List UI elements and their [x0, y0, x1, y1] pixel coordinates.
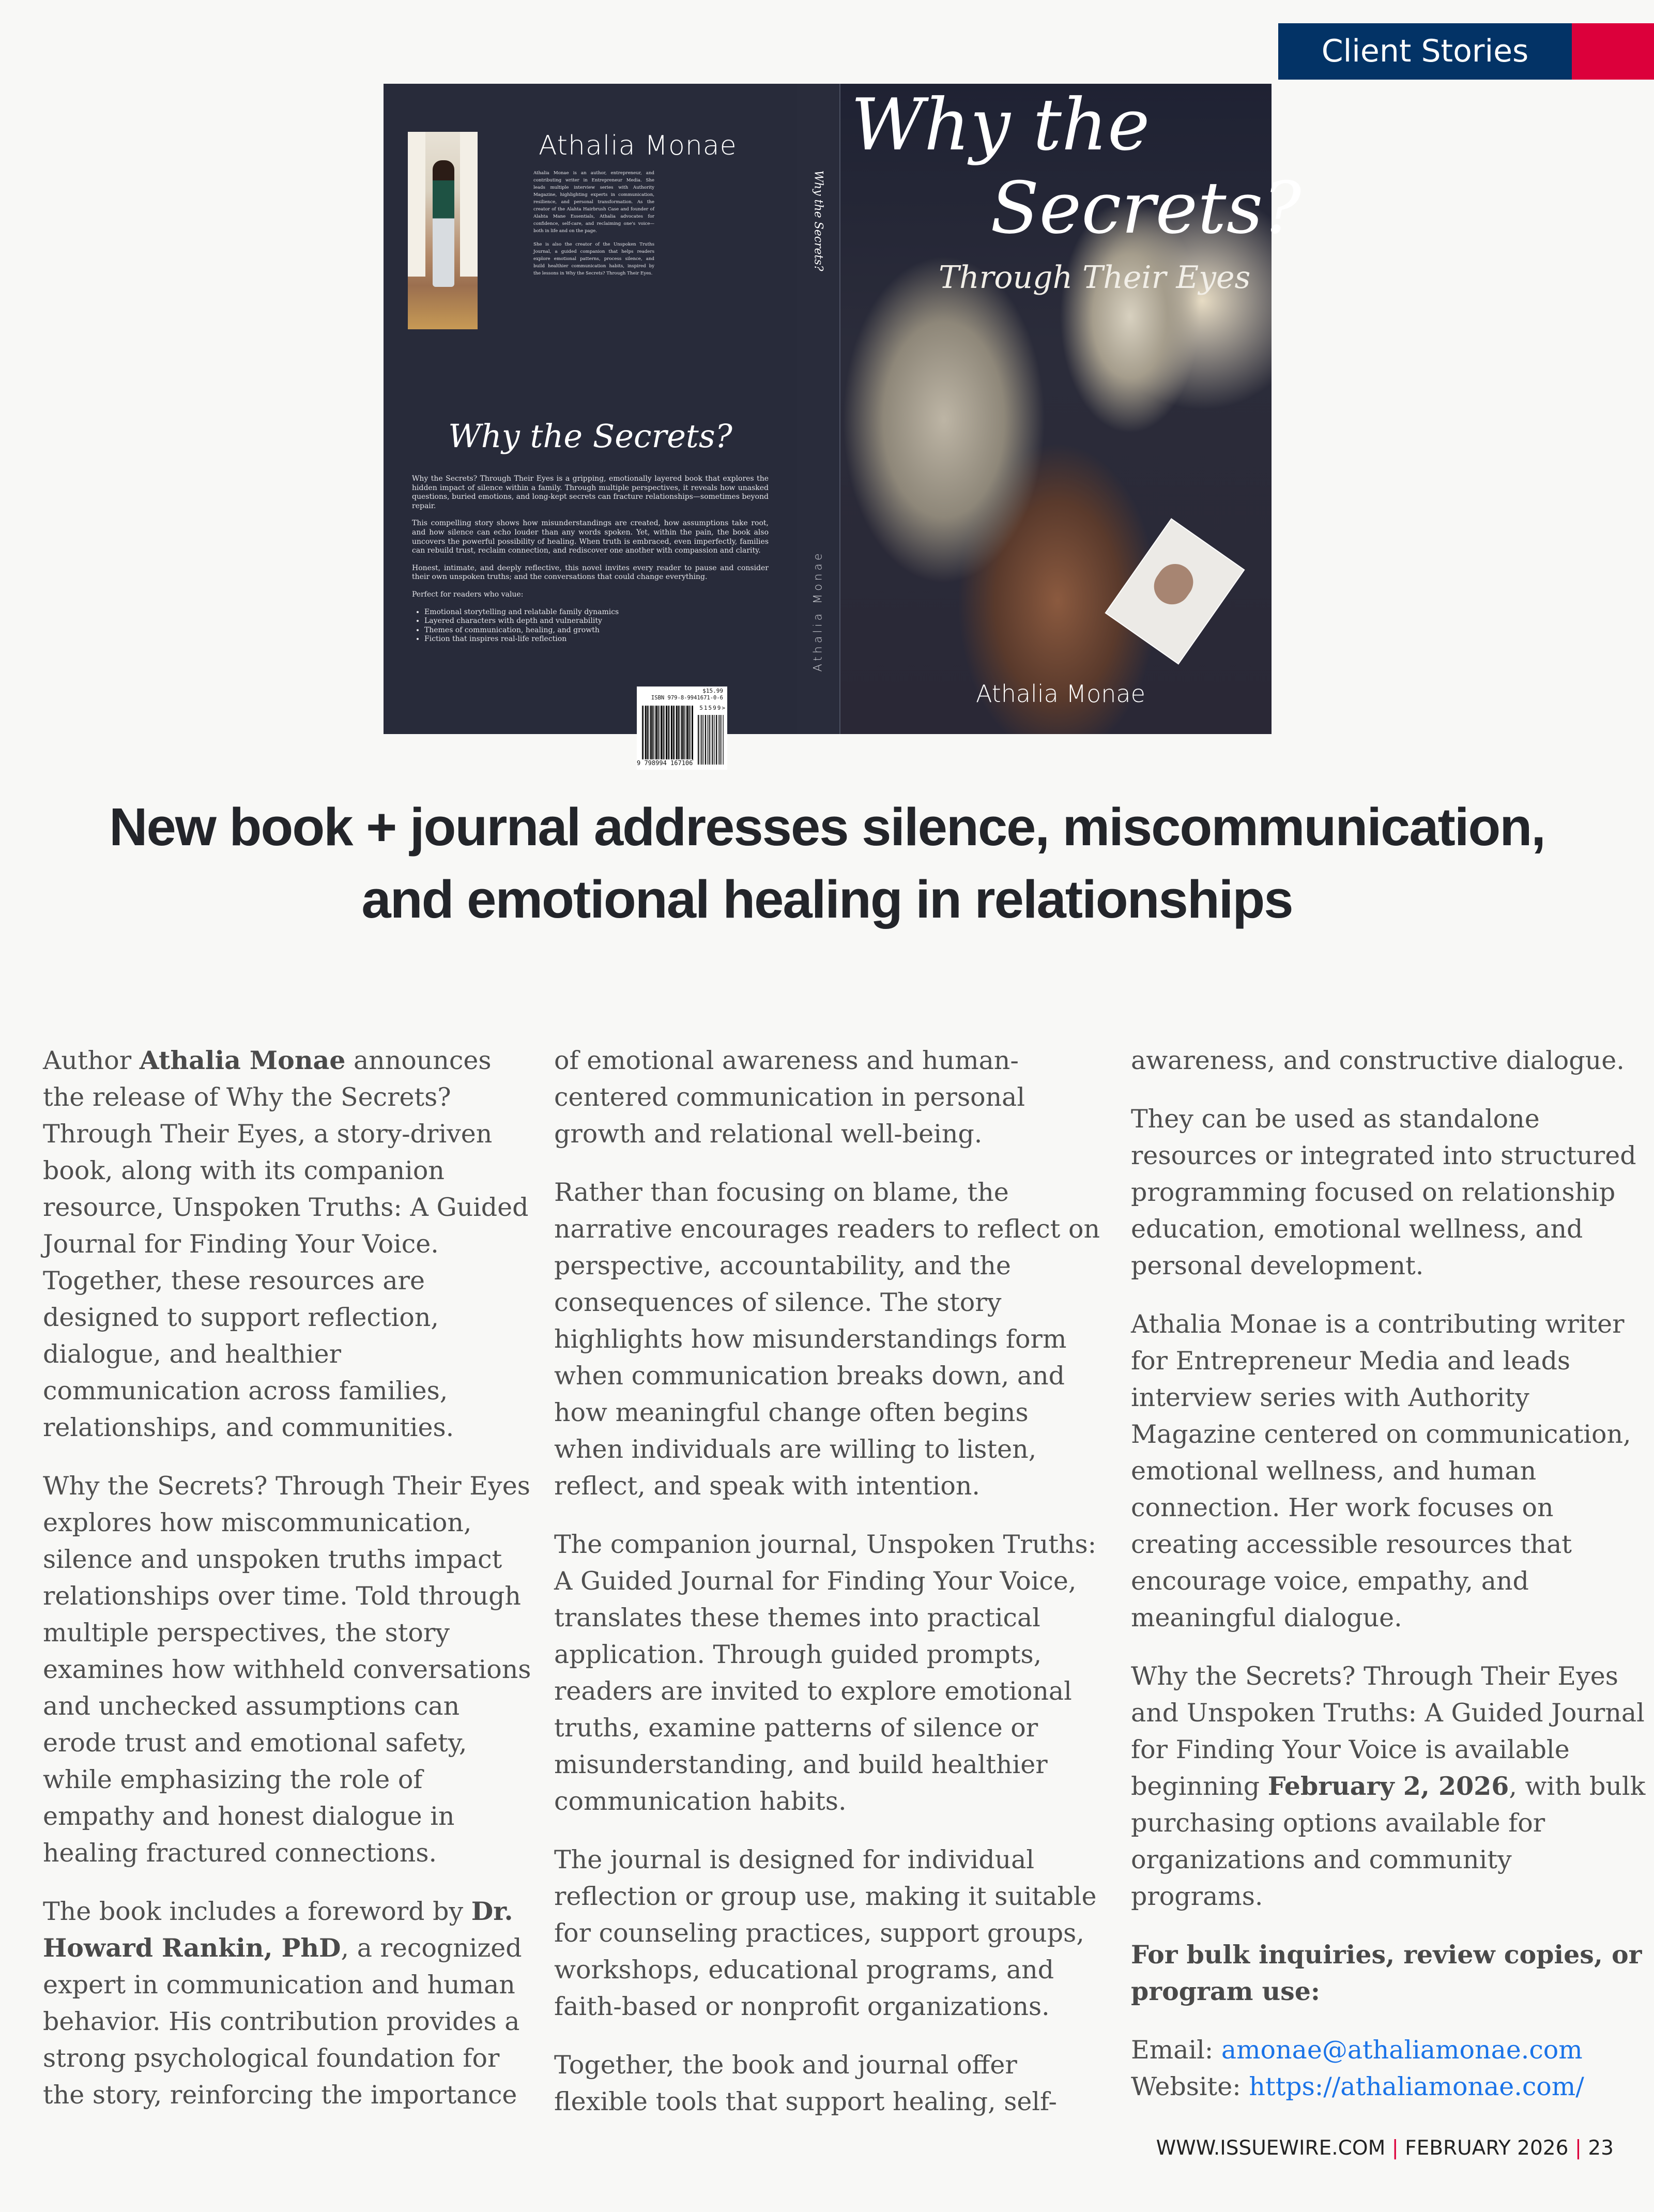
paragraph: awareness, and constructive dialogue.: [1131, 1046, 1625, 1075]
section-tag: [1278, 23, 1654, 80]
back-cover-author: Athalia Monae: [539, 130, 737, 161]
back-cover-blurb: Why the Secrets? Through Their Eyes is a gripping, emotionally layered book that explores the hidden impact of silence within a family. Through multiple perspectives, it reveals how unasked questions, buried emotions, and long-kept secrets can fracture relationships—sometimes beyond repair. This compelling story shows how misunderstandings are created, how assumptions take root, and how silence can echo louder than any words spoken. Yet, within the pain, the book also uncovers the powerful possibility of healing. When truth is embraced, even imperfectly, families can rebuild trust, reclaim connection, and rediscover one another with compassion and clarity. Honest, intimate, and deeply reflective, this novel invites every reader to pause and consider their own unspoken truths; and the conversations that could change everything. Perfect for readers who value: • Emotional storytelling and relatable family dynamics • Layered characters with depth and vulnerability • Themes of communication, healing, and growth • Fiction that inspires real-life reflection: [412, 475, 769, 644]
contact-website: Website: https://athaliamonae.com/: [1131, 2072, 1584, 2101]
book-cover-image: [384, 83, 1301, 767]
article-headline: New book + journal addresses silence, miscommunication, and emotional healing in relationships: [109, 797, 1545, 929]
author-name: Athalia Monae: [139, 1045, 346, 1075]
list-item: • Layered characters with depth and vulnerability: [424, 617, 769, 626]
footer-separator: |: [1574, 2137, 1582, 2160]
paragraph: The journal is designed for individual reflection or group use, making it suitable for counseling practices, support groups, workshops, educational programs, and faith-based or nonprofit organizations.: [554, 1845, 1097, 2021]
website-link[interactable]: https://athaliamonae.com/: [1249, 2072, 1584, 2101]
author-photo: [408, 132, 478, 329]
paragraph: Together, the book and journal offer flexible tools that support healing, self-: [554, 2050, 1057, 2116]
front-subtitle: Through Their Eyes: [939, 260, 1251, 296]
release-date: February 2, 2026: [1267, 1771, 1509, 1801]
list-item: • Themes of communication, healing, and growth: [424, 626, 769, 635]
foreword-author: Dr. Howard Rankin, PhD: [43, 1896, 513, 1963]
barcode-number: 9 798994 167106: [637, 759, 693, 767]
section-tag-label: Client Stories: [1278, 23, 1572, 80]
back-cover: [384, 84, 797, 767]
front-title-line2: Secrets?: [990, 166, 1301, 250]
barcode-addon-bars: [698, 715, 724, 765]
spine-author: Athalia Monae: [811, 550, 825, 672]
footer-issue: FEBRUARY 2026: [1405, 2137, 1569, 2160]
value-list: [412, 608, 769, 644]
paragraph: Rather than focusing on blame, the narrative encourages readers to reflect on perspective, accountability, and the consequences of silence. The story highlights how misunderstandings form when communication breaks down, and how meaningful change often begins when individuals are willing to listen, reflect, and speak with intention.: [554, 1178, 1100, 1501]
paragraph: [1131, 1936, 1648, 2010]
email-link[interactable]: amonae@athaliamonae.com: [1221, 2035, 1583, 2065]
footer-separator: |: [1391, 2137, 1399, 2160]
inquiries-heading: For bulk inquiries, review copies, or program use:: [1131, 1940, 1642, 2006]
page-footer: [1156, 2137, 1614, 2160]
barcode-price-code: 51599>: [699, 705, 726, 711]
isbn-barcode: [637, 687, 727, 770]
barcode-bars: [642, 706, 694, 760]
barcode-isbn: ISBN 979-8-9941671-0-6: [651, 695, 723, 701]
paragraph: Author Athalia Monae announces the release of Why the Secrets? Through Their Eyes, a story-driven book, along with its companion resource, Unspoken Truths: A Guided Journal for Finding Your Voice. Together, these resources are designed to support reflection, dialogue, and healthier communication across families, relationships, and communities.: [43, 1045, 529, 1442]
article-column-1: [43, 1042, 539, 2135]
paragraph: Why the Secrets? Through Their Eyes and Unspoken Truths: A Guided Journal for Finding Your Voice is available beginning February 2, 2026, with bulk purchasing options available for organizations and community programs.: [1131, 1661, 1646, 1911]
paragraph: of emotional awareness and human-centered communication in personal growth and relational well-being.: [554, 1046, 1025, 1149]
list-item: • Fiction that inspires real-life reflection: [424, 635, 769, 644]
list-item: • Emotional storytelling and relatable family dynamics: [424, 608, 769, 617]
page-number: 23: [1588, 2137, 1614, 2160]
spine-title: Why the Secrets?: [811, 170, 825, 271]
author-bio: Athalia Monae is an author, entrepreneur, and contributing writer in Entrepreneur Media. She leads multiple interview series with Authority Magazine, highlighting experts in communication, resilience, and personal transformation. As the creator of the Alahta Hairbrush Case and founder of Alahta Mane Essentials, Athalia advocates for confidence, self-care, and reclaiming one's voice—both in life and on the page. She is also the creator of the Unspoken Truths Journal, a guided companion that helps readers explore emotional patterns, process silence, and build healthier communication habits, inspired by the lessons in Why the Secrets? Through Their Eyes.: [533, 171, 654, 276]
article-column-2: [554, 1042, 1102, 2142]
front-cover: [840, 83, 1301, 734]
article-column-3: [1131, 1042, 1648, 2105]
section-tag-accent: [1572, 23, 1654, 80]
back-cover-title: Why the Secrets?: [448, 417, 732, 455]
front-author: Athalia Monae: [976, 680, 1145, 708]
paragraph: The book includes a foreword by Dr. Howard Rankin, PhD, a recognized expert in communication and human behavior. His contribution provides a strong psychological foundation for the story, reinforcing the importance: [43, 1896, 522, 2110]
book-spine: [797, 84, 840, 734]
barcode-price: $15.99: [702, 688, 723, 694]
front-title-line1: Why the: [851, 83, 1150, 166]
contact-email: Email: amonae@athaliamonae.com: [1131, 2035, 1583, 2065]
family-photo: [1105, 518, 1245, 664]
paragraph: They can be used as standalone resources or integrated into structured programming focused on relationship education, emotional wellness, and personal development.: [1131, 1104, 1636, 1280]
footer-site: WWW.ISSUEWIRE.COM: [1156, 2137, 1386, 2160]
paragraph: The companion journal, Unspoken Truths: A Guided Journal for Finding Your Voice, translates these themes into practical application. Through guided prompts, readers are invited to explore emotional truths, examine patterns of silence or misunderstanding, and build healthier communication habits.: [554, 1530, 1097, 1816]
paragraph: Why the Secrets? Through Their Eyes explores how miscommunication, silence and unspoken truths impact relationships over time. Told through multiple perspectives, the story examines how withheld conversations and unchecked assumptions can erode trust and emotional safety, while emphasizing the role of empathy and honest dialogue in healing fractured connections.: [43, 1471, 531, 1868]
paragraph: Athalia Monae is a contributing writer for Entrepreneur Media and leads interview series with Authority Magazine centered on communication, emotional wellness, and human connection. Her work focuses on creating accessible resources that encourage voice, empathy, and meaningful dialogue.: [1131, 1309, 1631, 1633]
